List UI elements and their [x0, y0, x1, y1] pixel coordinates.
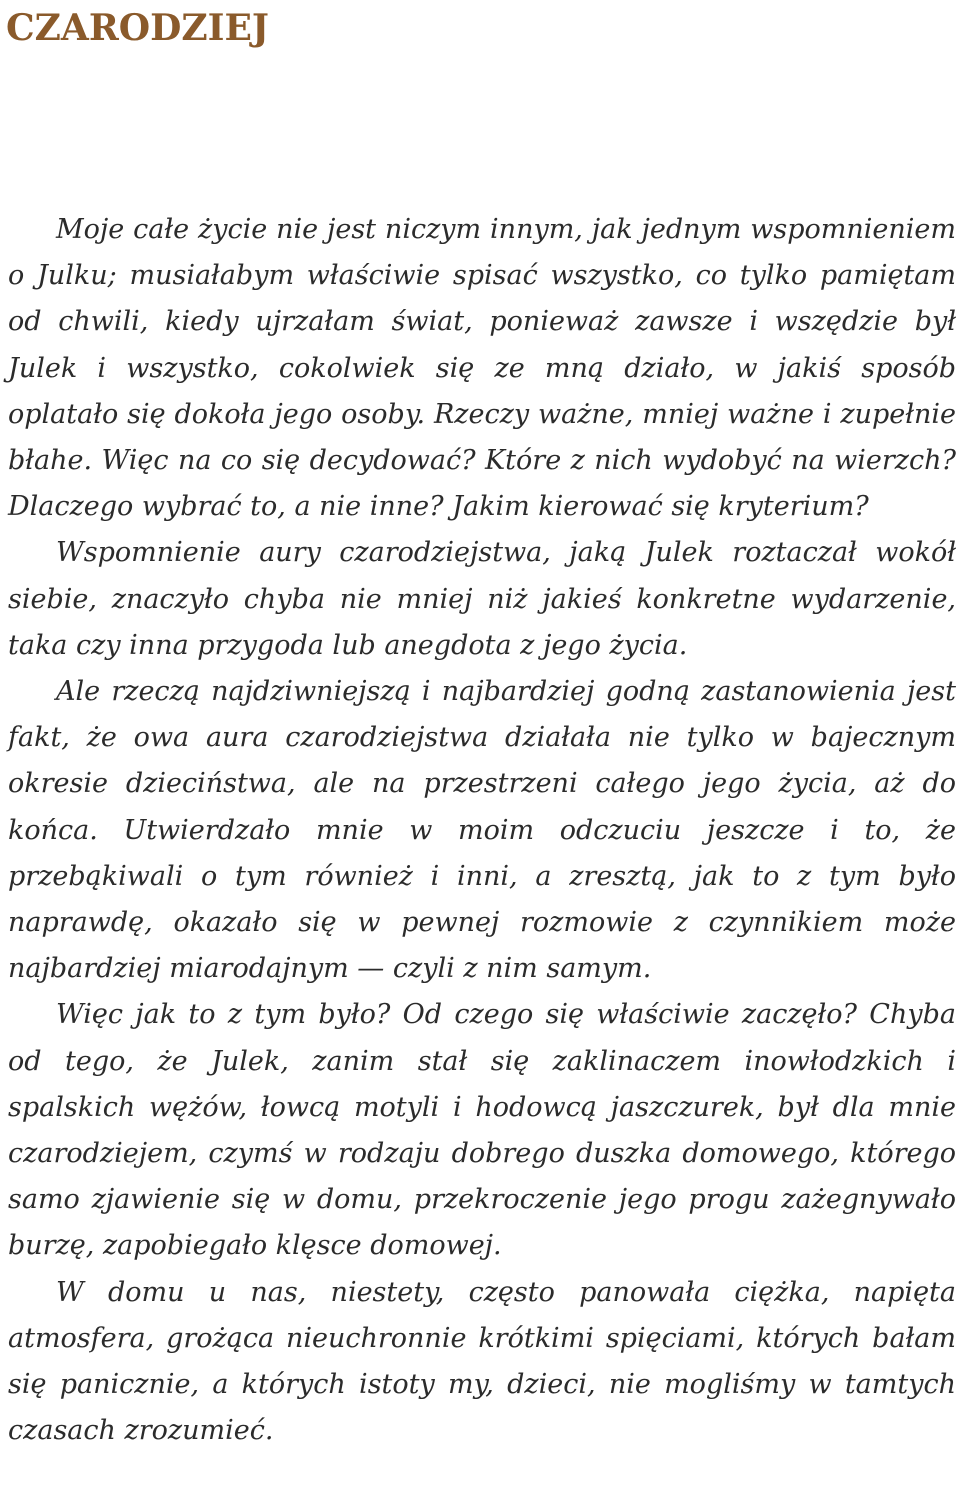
- paragraph: W domu u nas, niestety, często panowała ciężka, napięta atmosfera, grożąca nieuchronnie krótkimi spięciami, których bałam się panicznie, a których istoty my, dzieci, nie mogliśmy w tamtych czasach zrozumieć.: [8, 1276, 956, 1447]
- paragraph: Wspomnienie aury czarodziejstwa, jaką Julek roztaczał wokół siebie, znaczyło chyba nie mniej niż jakieś konkretne wydarzenie, taka czy inna przygoda lub anegdota z jego życia.: [8, 537, 956, 661]
- paragraph: Ale rzeczą najdziwniejszą i najbardziej godną zastanowienia jest fakt, że owa aura czarodziejstwa działała nie tylko w bajecznym okresie dzieciństwa, ale na przestrzeni całego jego życia, aż do końca. Utwierdzało mnie w moim odczuciu jeszcze i to, że przebąkiwali o tym również i inni, a zresztą, jak to z tym było naprawdę, okazało się w pewnej rozmowie z czynnikiem może najbardziej miarodajnym — czyli z nim samym.: [8, 676, 956, 985]
- paragraph: Więc jak to z tym było? Od czego się właściwie zaczęło? Chyba od tego, że Julek, zanim stał się zaklinaczem inowłodzkich i spalskich wężów, łowcą motyli i hodowcą jaszczurek, był dla mnie czarodziejem, czymś w rodzaju dobrego duszka domowego, którego samo zjawienie się w domu, przekroczenie jego progu zażegnywało burzę, zapobiegało klęsce domowej.: [8, 999, 956, 1262]
- body-text: [8, 207, 956, 1454]
- chapter-title: CZARODZIEJ: [6, 7, 269, 49]
- paragraph: Moje całe życie nie jest niczym innym, jak jednym wspomnieniem o Julku; musiałabym właściwie spisać wszystko, co tylko pamiętam od chwili, kiedy ujrzałam świat, ponieważ zawsze i wszędzie był Julek i wszystko, cokolwiek się ze mną działo, w jakiś sposób oplatało się dokoła jego osoby. Rzeczy ważne, mniej ważne i zupełnie błahe. Więc na co się decydować? Które z nich wydobyć na wierzch? Dlaczego wybrać to, a nie inne? Jakim kierować się kryterium?: [8, 214, 956, 523]
